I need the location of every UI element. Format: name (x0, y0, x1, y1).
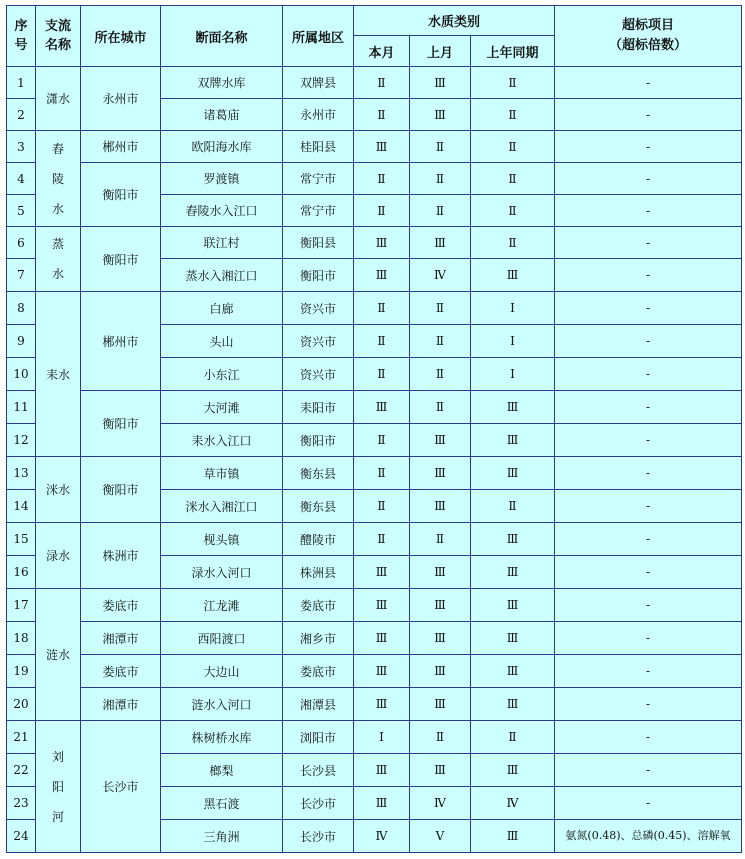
section-name: 三角洲 (161, 820, 283, 853)
exceed-items: - (555, 259, 742, 292)
quality-last-month: Ⅲ (410, 655, 471, 688)
row-number: 14 (7, 490, 36, 523)
row-number: 24 (7, 820, 36, 853)
quality-last-month: Ⅲ (410, 589, 471, 622)
quality-this-month: Ⅲ (354, 622, 410, 655)
quality-last-month: Ⅱ (410, 523, 471, 556)
district-name: 衡阳市 (283, 424, 354, 457)
exceed-items: - (555, 163, 742, 195)
district-name: 长沙县 (283, 754, 354, 787)
quality-this-month: Ⅲ (354, 754, 410, 787)
header-exceed (555, 6, 742, 67)
district-name: 衡东县 (283, 457, 354, 490)
quality-last-month: Ⅴ (410, 820, 471, 853)
quality-this-month: Ⅱ (354, 358, 410, 391)
tributary-name-text: 渌水 (45, 549, 70, 563)
quality-this-month: Ⅱ (354, 457, 410, 490)
quality-this-month: Ⅱ (354, 163, 410, 195)
quality-this-month: Ⅲ (354, 227, 410, 259)
city-name: 湘潭市 (81, 622, 161, 655)
exceed-items: - (555, 391, 742, 424)
district-name: 资兴市 (283, 325, 354, 358)
header-tributary: 支流名称 (36, 6, 81, 67)
table-body (7, 67, 742, 853)
tributary-name (36, 292, 81, 457)
district-name: 双牌县 (283, 67, 354, 99)
table-row (7, 292, 742, 325)
quality-last-year: Ⅱ (471, 195, 555, 227)
quality-last-month: Ⅲ (410, 67, 471, 99)
row-number: 15 (7, 523, 36, 556)
table-row (7, 589, 742, 622)
tributary-name-text: 耒水 (45, 367, 70, 382)
quality-last-year: Ⅱ (471, 163, 555, 195)
section-name: 双牌水库 (161, 67, 283, 99)
quality-last-year: Ⅲ (471, 457, 555, 490)
row-number: 16 (7, 556, 36, 589)
quality-last-year: Ⅲ (471, 655, 555, 688)
exceed-items: - (555, 99, 742, 131)
exceed-items: - (555, 131, 742, 163)
section-name: 江龙滩 (161, 589, 283, 622)
header-district: 所属地区 (283, 6, 354, 67)
quality-last-month: Ⅱ (410, 292, 471, 325)
quality-last-month: Ⅱ (410, 358, 471, 391)
row-number: 3 (7, 131, 36, 163)
row-number: 17 (7, 589, 36, 622)
city-name: 长沙市 (81, 721, 161, 853)
section-name: 榔梨 (161, 754, 283, 787)
exceed-items: - (555, 622, 742, 655)
exceed-items: - (555, 358, 742, 391)
quality-this-month: Ⅲ (354, 688, 410, 721)
quality-last-month: Ⅲ (410, 227, 471, 259)
quality-last-year: Ⅰ (471, 325, 555, 358)
section-name: 联江村 (161, 227, 283, 259)
city-name: 衡阳市 (81, 457, 161, 523)
tributary-name (36, 457, 81, 523)
tributary-name-text: 涟水 (45, 648, 70, 662)
district-name: 浏阳市 (283, 721, 354, 754)
exceed-items: - (555, 227, 742, 259)
header-last-year: 上年同期 (471, 36, 555, 67)
section-name: 西阳渡口 (161, 622, 283, 655)
tributary-name-text: 潇水 (45, 92, 70, 106)
section-name: 罗渡镇 (161, 163, 283, 195)
exceed-items: - (555, 655, 742, 688)
header-last-month: 上月 (410, 36, 471, 67)
quality-last-year: Ⅰ (471, 292, 555, 325)
section-name: 黑石渡 (161, 787, 283, 820)
exceed-items: - (555, 424, 742, 457)
quality-this-month: Ⅱ (354, 99, 410, 131)
district-name: 资兴市 (283, 292, 354, 325)
quality-this-month: Ⅲ (354, 259, 410, 292)
district-name: 桂阳县 (283, 131, 354, 163)
exceed-items: - (555, 325, 742, 358)
section-name: 欧阳海水库 (161, 131, 283, 163)
tributary-name (36, 589, 81, 721)
quality-last-year: Ⅱ (471, 99, 555, 131)
row-number: 4 (7, 163, 36, 195)
tributary-name (36, 227, 81, 292)
section-name: 渌水入河口 (161, 556, 283, 589)
quality-last-year: Ⅲ (471, 556, 555, 589)
city-name: 郴州市 (81, 292, 161, 391)
row-number: 6 (7, 227, 36, 259)
city-name: 娄底市 (81, 655, 161, 688)
header-quality-group: 水质类别 (354, 6, 555, 36)
quality-last-year: Ⅲ (471, 754, 555, 787)
quality-last-month: Ⅳ (410, 787, 471, 820)
header-seq: 序号 (7, 6, 36, 67)
water-quality-table (6, 5, 742, 853)
quality-this-month: Ⅲ (354, 556, 410, 589)
quality-last-year: Ⅲ (471, 820, 555, 853)
table-row (7, 457, 742, 490)
section-name: 株树桥水库 (161, 721, 283, 754)
table-row (7, 163, 742, 195)
quality-last-year: Ⅱ (471, 227, 555, 259)
quality-this-month: Ⅲ (354, 131, 410, 163)
table-row (7, 227, 742, 259)
exceed-items: - (555, 556, 742, 589)
quality-this-month: Ⅱ (354, 490, 410, 523)
city-name: 衡阳市 (81, 391, 161, 457)
district-name: 长沙市 (283, 787, 354, 820)
quality-last-month: Ⅱ (410, 391, 471, 424)
quality-last-month: Ⅲ (410, 490, 471, 523)
quality-last-month: Ⅱ (410, 163, 471, 195)
tributary-name (36, 131, 81, 227)
exceed-items: - (555, 589, 742, 622)
city-name: 衡阳市 (81, 163, 161, 227)
district-name: 醴陵市 (283, 523, 354, 556)
quality-this-month: Ⅰ (354, 721, 410, 754)
tributary-name (36, 67, 81, 131)
water-quality-table-wrapper (6, 5, 742, 853)
quality-last-year: Ⅲ (471, 622, 555, 655)
tributary-name (36, 721, 81, 853)
table-row (7, 688, 742, 721)
row-number: 12 (7, 424, 36, 457)
section-name: 诸葛庙 (161, 99, 283, 131)
row-number: 19 (7, 655, 36, 688)
exceed-items: - (555, 195, 742, 227)
tributary-name-text: 蒸水 (51, 237, 64, 281)
table-row (7, 721, 742, 754)
district-name: 耒阳市 (283, 391, 354, 424)
row-number: 9 (7, 325, 36, 358)
quality-last-year: Ⅱ (471, 131, 555, 163)
row-number: 2 (7, 99, 36, 131)
table-row (7, 523, 742, 556)
quality-this-month: Ⅲ (354, 391, 410, 424)
exceed-items: - (555, 721, 742, 754)
section-name: 头山 (161, 325, 283, 358)
quality-last-year: Ⅲ (471, 391, 555, 424)
city-name: 衡阳市 (81, 227, 161, 292)
tributary-name (36, 523, 81, 589)
quality-this-month: Ⅱ (354, 523, 410, 556)
quality-last-year: Ⅲ (471, 523, 555, 556)
quality-last-month: Ⅲ (410, 424, 471, 457)
quality-last-year: Ⅱ (471, 721, 555, 754)
quality-last-month: Ⅱ (410, 195, 471, 227)
row-number: 20 (7, 688, 36, 721)
district-name: 株洲县 (283, 556, 354, 589)
table-row (7, 655, 742, 688)
tributary-name-text: 舂陵水 (51, 141, 64, 216)
district-name: 资兴市 (283, 358, 354, 391)
quality-this-month: Ⅳ (354, 820, 410, 853)
exceed-items: - (555, 67, 742, 99)
exceed-items: - (555, 490, 742, 523)
tributary-name-text: 洣水 (45, 483, 70, 497)
quality-last-year: Ⅲ (471, 589, 555, 622)
district-name: 常宁市 (283, 195, 354, 227)
tributary-name-text: 刘阳河 (51, 749, 64, 824)
exceed-items: - (555, 292, 742, 325)
district-name: 衡阳县 (283, 227, 354, 259)
section-name: 蒸水入湘江口 (161, 259, 283, 292)
quality-this-month: Ⅲ (354, 655, 410, 688)
quality-last-month: Ⅱ (410, 131, 471, 163)
section-name: 白廊 (161, 292, 283, 325)
quality-last-month: Ⅲ (410, 688, 471, 721)
quality-this-month: Ⅱ (354, 195, 410, 227)
exceed-items: 氨氮(0.48)、总磷(0.45)、溶解氧 (555, 820, 742, 853)
header-section: 断面名称 (161, 6, 283, 67)
section-name: 大河滩 (161, 391, 283, 424)
exceed-items: - (555, 688, 742, 721)
district-name: 永州市 (283, 99, 354, 131)
row-number: 8 (7, 292, 36, 325)
quality-this-month: Ⅱ (354, 325, 410, 358)
row-number: 5 (7, 195, 36, 227)
quality-last-month: Ⅲ (410, 99, 471, 131)
district-name: 娄底市 (283, 589, 354, 622)
quality-last-year: Ⅲ (471, 688, 555, 721)
quality-last-year: Ⅲ (471, 424, 555, 457)
quality-last-year: Ⅳ (471, 787, 555, 820)
quality-last-month: Ⅱ (410, 325, 471, 358)
section-name: 涟水入河口 (161, 688, 283, 721)
quality-last-year: Ⅱ (471, 67, 555, 99)
section-name: 耒水入江口 (161, 424, 283, 457)
row-number: 10 (7, 358, 36, 391)
city-name: 永州市 (81, 67, 161, 131)
quality-last-year: Ⅱ (471, 490, 555, 523)
quality-last-month: Ⅲ (410, 556, 471, 589)
header-city: 所在城市 (81, 6, 161, 67)
header-this-month: 本月 (354, 36, 410, 67)
quality-this-month: Ⅱ (354, 424, 410, 457)
table-row (7, 391, 742, 424)
row-number: 13 (7, 457, 36, 490)
header-exceed-line2: （超标倍数） (608, 38, 687, 53)
exceed-items: - (555, 787, 742, 820)
quality-last-month: Ⅱ (410, 721, 471, 754)
header-exceed-line1: 超标项目 (621, 18, 674, 33)
row-number: 18 (7, 622, 36, 655)
quality-last-year: Ⅰ (471, 358, 555, 391)
exceed-items: - (555, 754, 742, 787)
city-name: 株洲市 (81, 523, 161, 589)
quality-last-month: Ⅲ (410, 622, 471, 655)
section-name: 草市镇 (161, 457, 283, 490)
district-name: 衡阳市 (283, 259, 354, 292)
section-name: 大边山 (161, 655, 283, 688)
city-name: 湘潭市 (81, 688, 161, 721)
row-number: 11 (7, 391, 36, 424)
row-number: 23 (7, 787, 36, 820)
quality-last-month: Ⅲ (410, 457, 471, 490)
table-row (7, 131, 742, 163)
section-name: 枧头镇 (161, 523, 283, 556)
city-name: 郴州市 (81, 131, 161, 163)
quality-last-month: Ⅳ (410, 259, 471, 292)
row-number: 7 (7, 259, 36, 292)
exceed-items: - (555, 523, 742, 556)
table-row (7, 622, 742, 655)
quality-last-year: Ⅲ (471, 259, 555, 292)
city-name: 娄底市 (81, 589, 161, 622)
quality-this-month: Ⅱ (354, 67, 410, 99)
district-name: 湘乡市 (283, 622, 354, 655)
district-name: 衡东县 (283, 490, 354, 523)
section-name: 小东江 (161, 358, 283, 391)
quality-this-month: Ⅲ (354, 787, 410, 820)
quality-this-month: Ⅲ (354, 589, 410, 622)
section-name: 洣水入湘江口 (161, 490, 283, 523)
section-name: 舂陵水入江口 (161, 195, 283, 227)
row-number: 21 (7, 721, 36, 754)
district-name: 常宁市 (283, 163, 354, 195)
row-number: 22 (7, 754, 36, 787)
exceed-items: - (555, 457, 742, 490)
quality-this-month: Ⅱ (354, 292, 410, 325)
table-row (7, 67, 742, 99)
district-name: 娄底市 (283, 655, 354, 688)
district-name: 长沙市 (283, 820, 354, 853)
quality-last-month: Ⅲ (410, 754, 471, 787)
row-number: 1 (7, 67, 36, 99)
district-name: 湘潭县 (283, 688, 354, 721)
